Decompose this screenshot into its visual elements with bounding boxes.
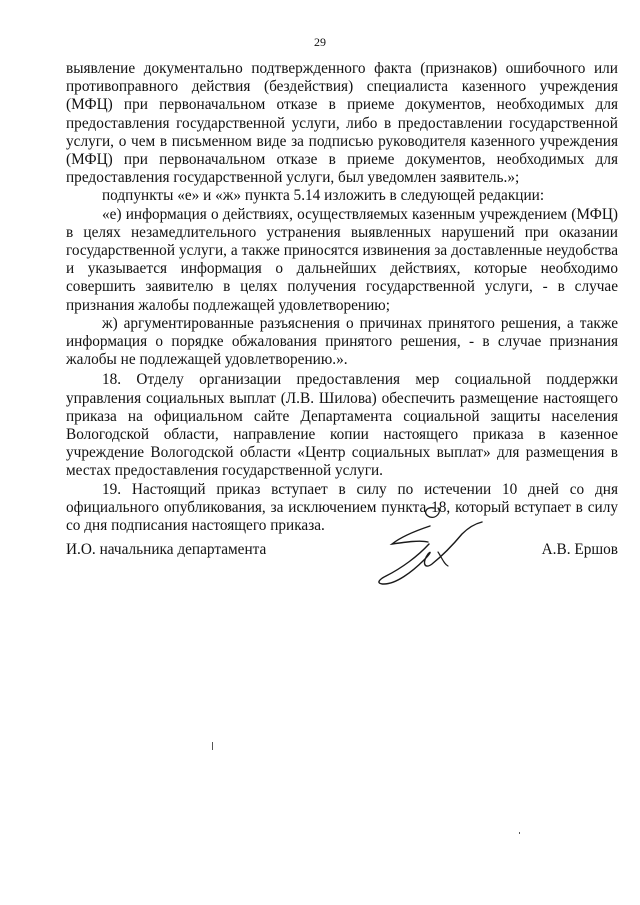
document-body bbox=[66, 60, 618, 535]
page-number: 29 bbox=[314, 35, 326, 49]
signatory-title: И.О. начальника департамента bbox=[66, 541, 267, 558]
paragraph-subpoint-e: «е) информация о действиях, осуществляемых казенным учреждением (МФЦ) в целях незамедлительного устранения выявленных нарушений при оказании государственной услуги, а также приносятся извинения за доставленные неудобства и указывается информация о дальнейших действиях, которые необходимо совершить заявителю в целях получения государственной услуги, - в случае признания жалобы подлежащей удовлетворению; bbox=[66, 205, 618, 314]
paragraph-item-19: 19. Настоящий приказ вступает в силу по истечении 10 дней со дня официального опубликования, за исключением пункта 18, который вступает в силу со дня подписания настоящего приказа. bbox=[66, 480, 618, 535]
paragraph-item-18: 18. Отделу организации предоставления мер социальной поддержки управления социальных выплат (Л.В. Шилова) обеспечить размещение настоящего приказа на официальном сайте Департамента социальной защиты населения Вологодской области, направление копии настоящего приказа в казенное учреждение Вологодской области «Центр социальных выплат» для размещения в местах предоставления государственной услуги. bbox=[66, 371, 618, 480]
paragraph-continuation: выявление документально подтвержденного факта (признаков) ошибочного или противоправного действия (бездействия) специалиста казенного учреждения (МФЦ) при первоначальном отказе в приеме документов, необходимых для предоставления государственной услуги, либо в предоставлении государственной услуги, о чем в письменном виде за подписью руководителя казенного учреждения (МФЦ) при первоначальном отказе в приеме документов, необходимых для предоставления государственной услуги, был уведомлен заявитель.»; bbox=[66, 60, 618, 187]
paragraph-subpoint-zh: ж) аргументированные разъяснения о причинах принятого решения, а также информация о порядке обжалования принятого решения, - в случае признания жалобы не подлежащей удовлетворению.». bbox=[66, 314, 618, 369]
scan-speck bbox=[212, 742, 213, 750]
paragraph-subpoints-intro: подпункты «е» и «ж» пункта 5.14 изложить в следующей редакции: bbox=[102, 187, 545, 205]
scan-speck bbox=[519, 832, 520, 834]
signatory-name: А.В. Ершов bbox=[541, 541, 618, 558]
handwritten-signature bbox=[372, 500, 492, 595]
